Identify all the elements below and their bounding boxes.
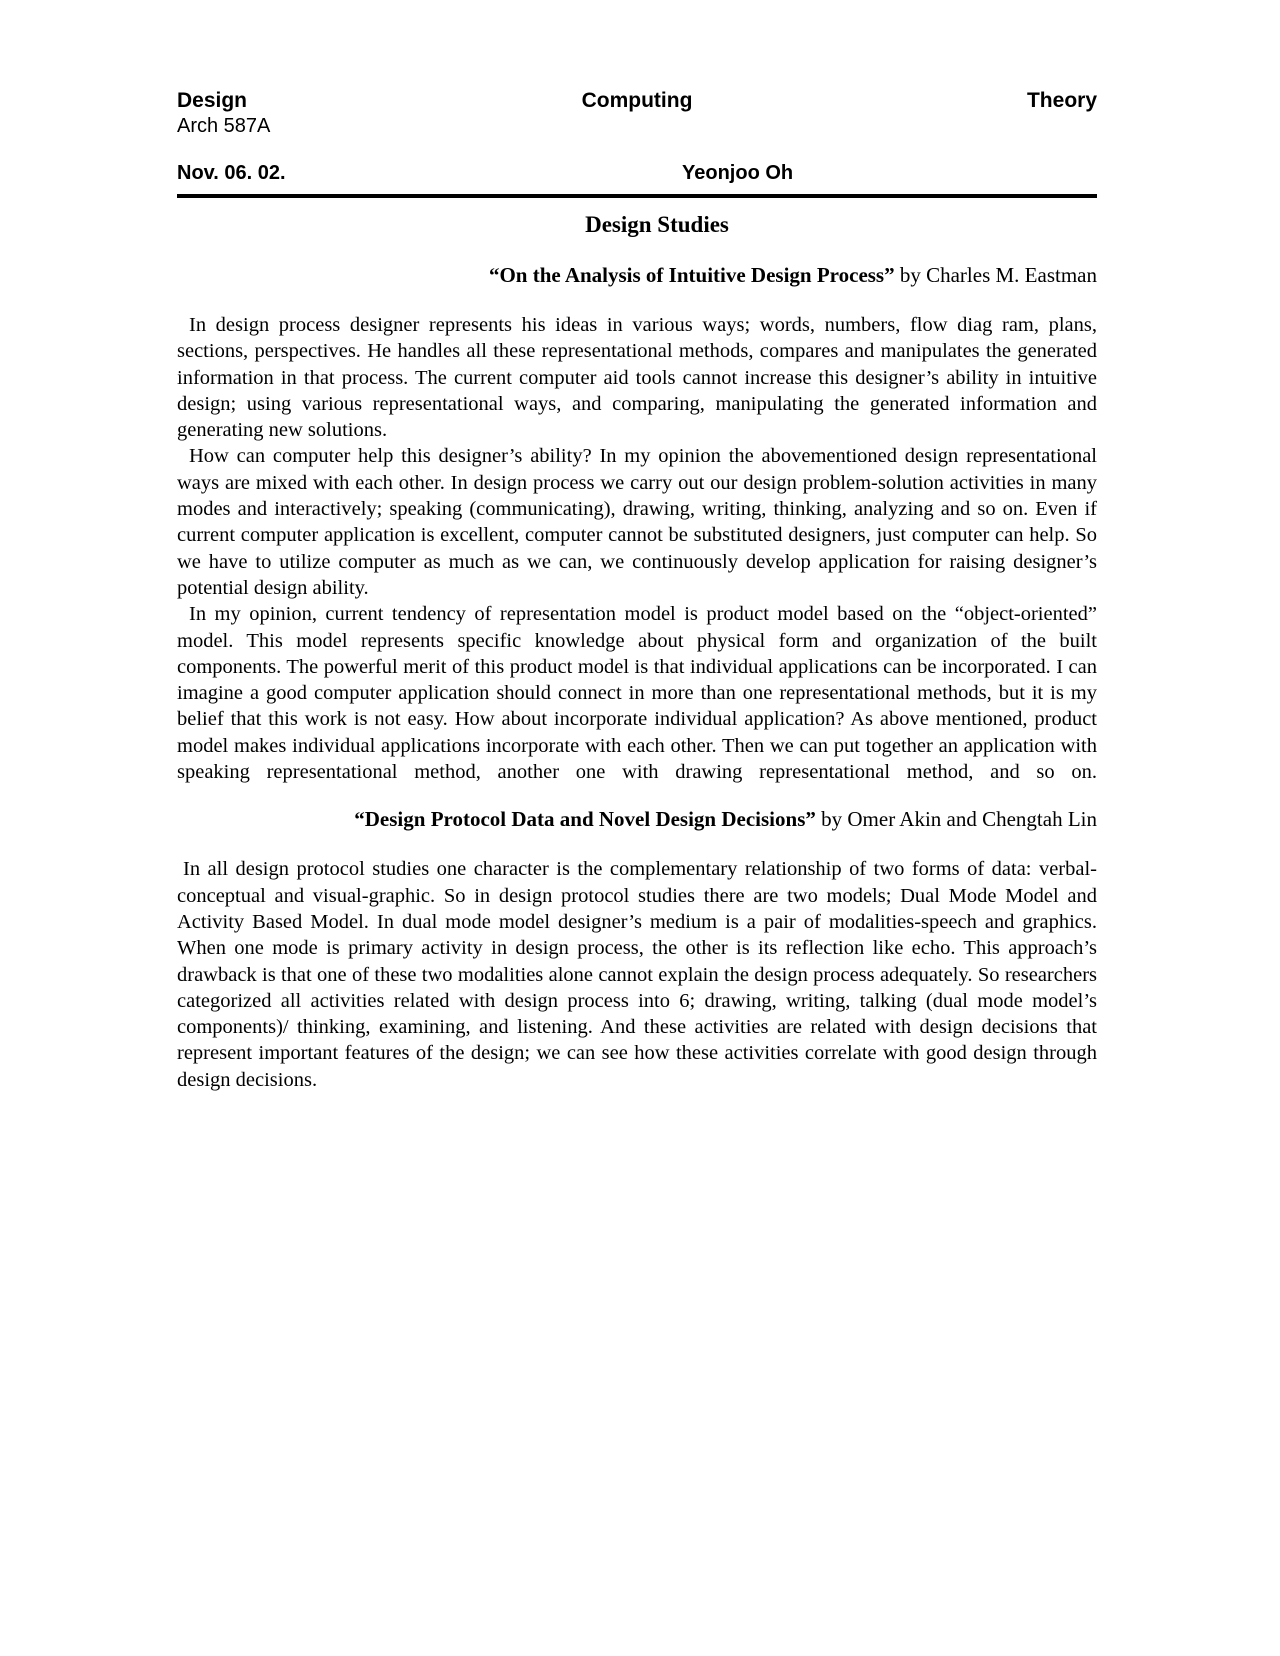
course-header [177, 88, 1097, 114]
article-2-title: “Design Protocol Data and Novel Design Decisions” [354, 807, 816, 832]
article-1-paragraph-2: How can computer help this designer’s ability? In my opinion the abovementioned design representational ways are mixed with each other. In design process we carry out our design problem-solution activities in many modes and interactively; speaking (communicating), drawing, writing, thinking, analyzing and so on. Even if current computer application is excellent, computer cannot be substituted designers, just computer can help. So we have to utilize computer as much as we can, we continuously develop application for raising designer’s potential design ability. [177, 445, 1097, 599]
author: Yeonjoo Oh [682, 162, 794, 184]
page-title: Design Studies [585, 212, 729, 237]
article-1-heading [177, 262, 1097, 289]
article-1-paragraph-3: In my opinion, current tendency of representation model is product model based on the “object-oriented” model. This model represents specific knowledge about physical form and organization of the built components. The powerful merit of this product model is that individual applications can be incorporated. I can imagine a good computer application should connect in more than one representational methods, but it is my belief that this work is not easy. How about incorporate individual application? As above mentioned, product model makes individual applications incorporate with each other. Then we can put together an application with speaking representational method, another one with drawing representational method, and so on. [177, 603, 1097, 784]
article-2-byline: by Omer Akin and Chengtah Lin [815, 807, 1097, 832]
article-1-byline: by Charles M. Eastman [894, 263, 1097, 287]
header-left: Design [177, 89, 248, 112]
header-right: Theory [1026, 89, 1097, 112]
article-1-paragraph-1: In design process designer represents his ideas in various ways; words, numbers, flow diag ram, plans, sections, perspectives. He handles all these representational methods, compares and manipulates the generated information in that process. The current computer aid tools cannot increase this designer’s ability in intuitive design; using various representational ways, and comparing, manipulating the generated information and generating new solutions. [177, 314, 1097, 442]
header-divider [177, 194, 1097, 198]
article-2-body [177, 856, 1097, 1093]
course-code: Arch 587A [177, 115, 271, 137]
header-center: Computing [581, 89, 693, 112]
meta-row [177, 160, 1097, 186]
article-2-heading [177, 806, 1097, 833]
article-2-paragraph-1: In all design protocol studies one character is the complementary relationship of two forms of data: verbal-conceptual and visual-graphic. So in design protocol studies there are two models; Dual Mode Model and Activity Based Model. In dual mode model designer’s medium is a pair of modalities-speech and graphics. When one mode is primary activity in design process, the other is its reflection like echo. This approach’s drawback is that one of these two modalities alone cannot explain the design process adequately. So researchers categorized all activities related with design process into 6; drawing, writing, talking (dual mode model’s components)/ thinking, examining, and listening. And these activities are related with design decisions that represent important features of the design; we can see how these activities correlate with good design through design decisions. [177, 858, 1097, 1091]
document-page [177, 88, 1097, 1093]
date: Nov. 06. 02. [177, 162, 286, 184]
article-1-body [177, 312, 1097, 785]
article-1-title: “On the Analysis of Intuitive Design Process” [488, 263, 895, 287]
